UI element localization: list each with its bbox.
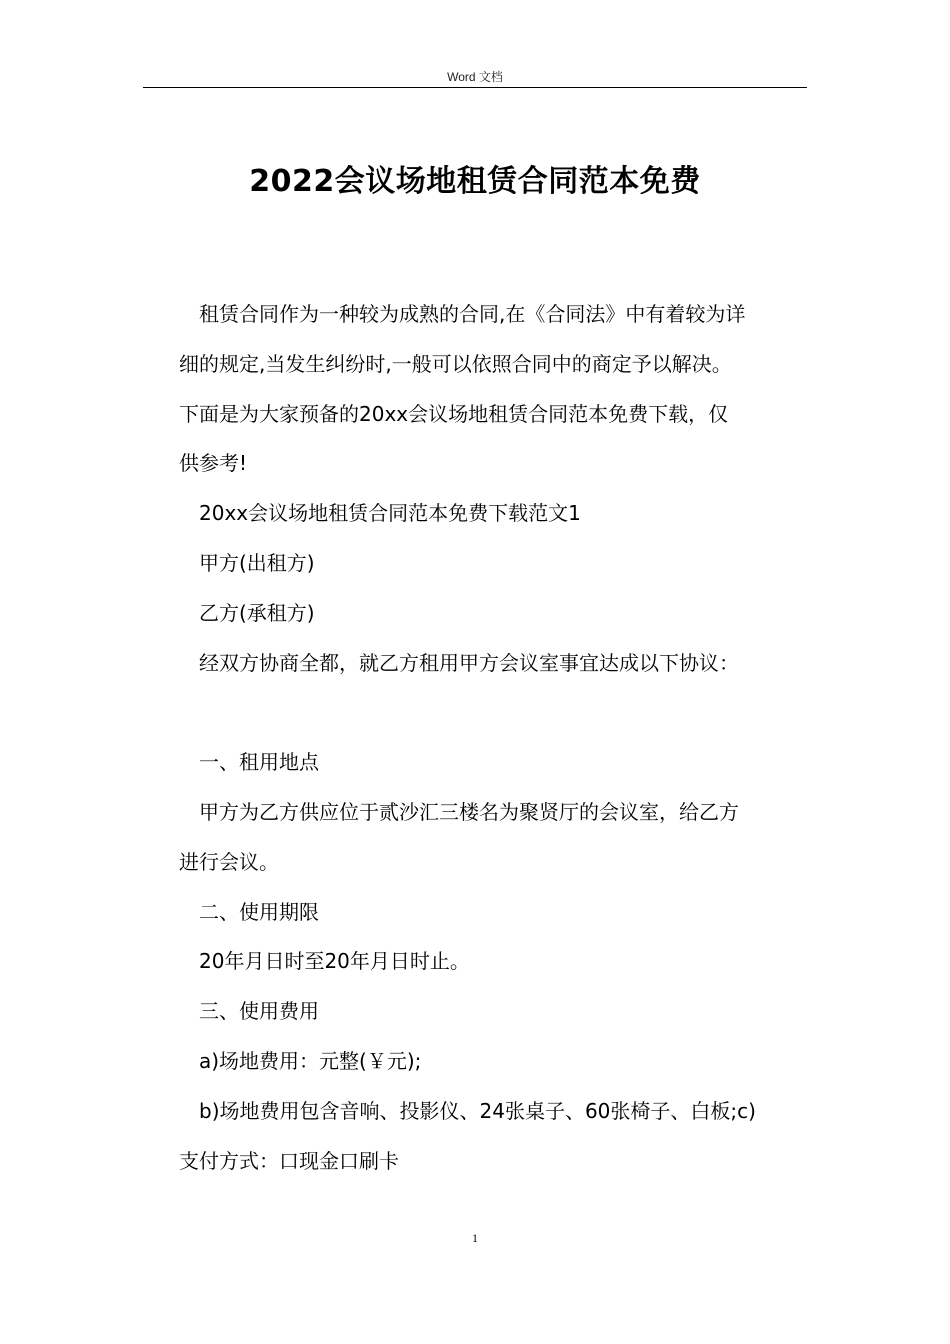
paragraph-line: 进行会议。	[179, 849, 279, 874]
page-number: 1	[472, 1231, 478, 1245]
paragraph-line: 下面是为大家预备的20xx会议场地租赁合同范本免费下载，仅	[179, 401, 729, 426]
paragraph-line: 20xx会议场地租赁合同范本免费下载范文1	[199, 501, 581, 526]
paragraph-line: 租赁合同作为一种较为成熟的合同,在《合同法》中有着较为详	[199, 302, 746, 326]
blank-line	[179, 688, 809, 738]
document-title: 2022会议场地租赁合同范本免费	[249, 164, 701, 199]
header-text: Word 文档	[447, 70, 503, 84]
paragraph-line: 甲方(出租方)	[199, 550, 315, 575]
paragraph-line: 乙方(承租方)	[199, 600, 315, 625]
header-divider	[143, 87, 807, 88]
paragraph-line: 20年月日时至20年月日时止。	[199, 949, 470, 974]
paragraph-line: 支付方式：口现金口刷卡	[179, 1148, 399, 1173]
paragraph-line: b)场地费用包含音响、投影仪、24张桌子、60张椅子、白板;c)	[199, 1098, 756, 1123]
paragraph-line: 供参考!	[179, 451, 248, 476]
section-heading: 二、使用期限	[199, 899, 319, 924]
paragraph-line: 甲方为乙方供应位于贰沙汇三楼名为聚贤厅的会议室，给乙方	[199, 799, 739, 824]
paragraph-line: 经双方协商全都，就乙方租用甲方会议室事宜达成以下协议：	[199, 650, 739, 675]
document-body	[179, 290, 809, 1186]
paragraph-line: 细的规定,当发生纠纷时,一般可以依照合同中的商定予以解决。	[179, 351, 732, 376]
paragraph-line: a)场地费用：元整(￥元);	[199, 1048, 422, 1073]
section-heading: 一、租用地点	[199, 750, 319, 775]
section-heading: 三、使用费用	[199, 999, 319, 1024]
